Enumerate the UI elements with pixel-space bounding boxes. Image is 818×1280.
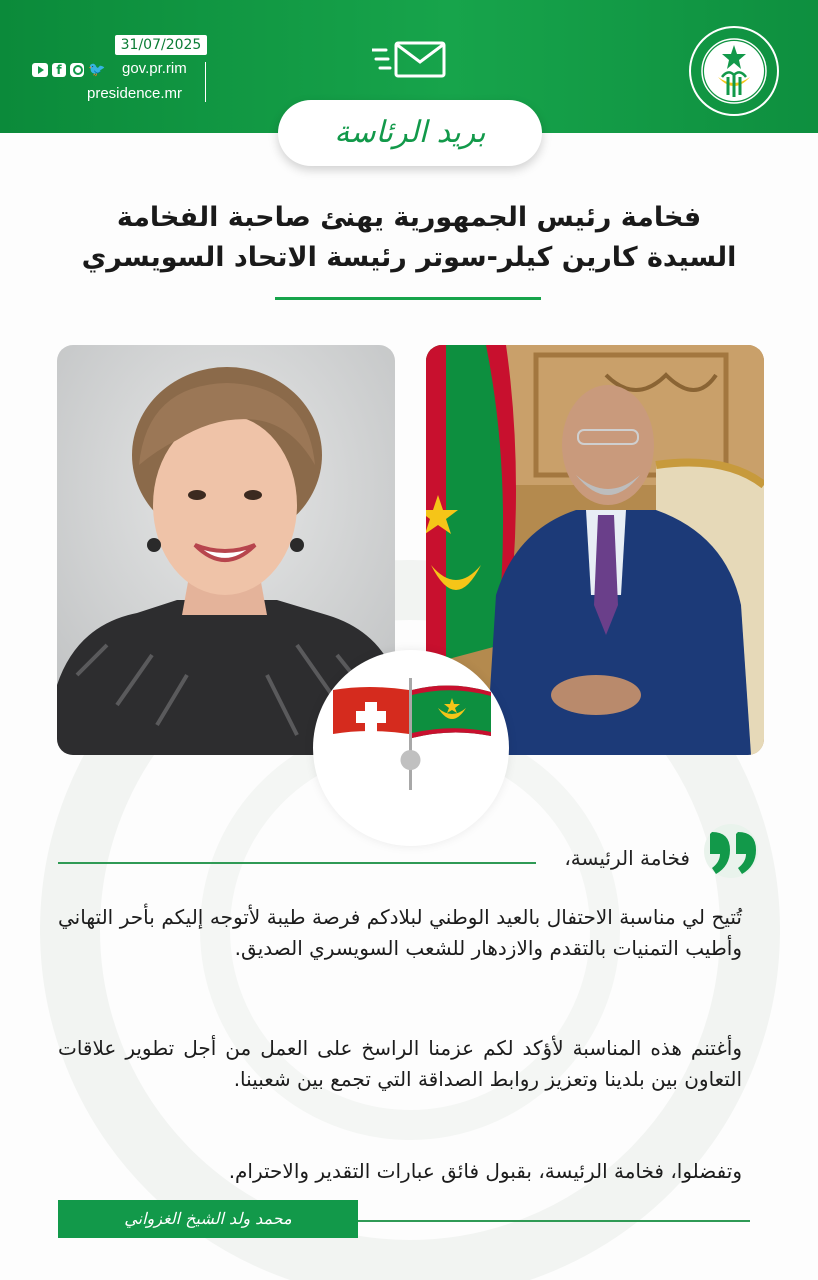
- signature-name: محمد ولد الشيخ الغزواني: [124, 1209, 292, 1228]
- website-url[interactable]: presidence.mr: [87, 85, 183, 102]
- title-line-2: السيدة كارين كيلر-سوتر رئيسة الاتحاد السويسري: [81, 242, 737, 273]
- greeting-rule: [58, 862, 536, 864]
- facebook-icon[interactable]: f: [52, 63, 66, 77]
- presidency-emblem-icon: [688, 25, 780, 117]
- mauritania-flag-icon: [412, 685, 491, 738]
- title-underline: [275, 297, 541, 300]
- letter-paragraph-2: وأغتنم هذه المناسبة لأؤكد لكم عزمنا الراسخ على العمل من أجل تطوير علاقات التعاون بين بلدينا وتعزيز روابط الصداقة التي تجمع بين شعبينا.: [58, 1036, 742, 1091]
- flags-badge: [313, 650, 509, 846]
- youtube-icon[interactable]: [32, 63, 48, 77]
- page-title: [60, 198, 758, 278]
- mail-icon: [372, 40, 448, 80]
- twitter-icon[interactable]: 🐦: [88, 62, 106, 78]
- letter-paragraph-1: تُتيح لي مناسبة الاحتفال بالعيد الوطني لبلادكم فرصة طيبة لأتوجه إليكم بأحر التهاني وأطيب التمنيات بالتقدم والازدهار للشعب السويسري الصديق.: [58, 905, 742, 960]
- signature-box: [58, 1200, 358, 1238]
- website-short[interactable]: gov.pr.rim: [122, 60, 187, 77]
- instagram-icon[interactable]: [70, 63, 84, 77]
- date-badge: 31/07/2025: [115, 35, 207, 55]
- social-links: [32, 63, 104, 77]
- signature-rule: [358, 1220, 750, 1222]
- letter-paragraph-3: وتفضلوا، فخامة الرئيسة، بقبول فائق عبارات التقدير والاحترام.: [228, 1159, 742, 1183]
- letter-greeting: فخامة الرئيسة،: [564, 846, 690, 870]
- header-divider: [205, 62, 206, 102]
- title-line-1: فخامة رئيس الجمهورية يهنئ صاحبة الفخامة: [116, 202, 702, 233]
- badge-label: بريد الرئاسة: [334, 115, 486, 150]
- quote-mark-icon: [698, 822, 764, 880]
- swiss-flag-icon: [333, 687, 409, 734]
- presidency-mail-badge: [278, 100, 542, 166]
